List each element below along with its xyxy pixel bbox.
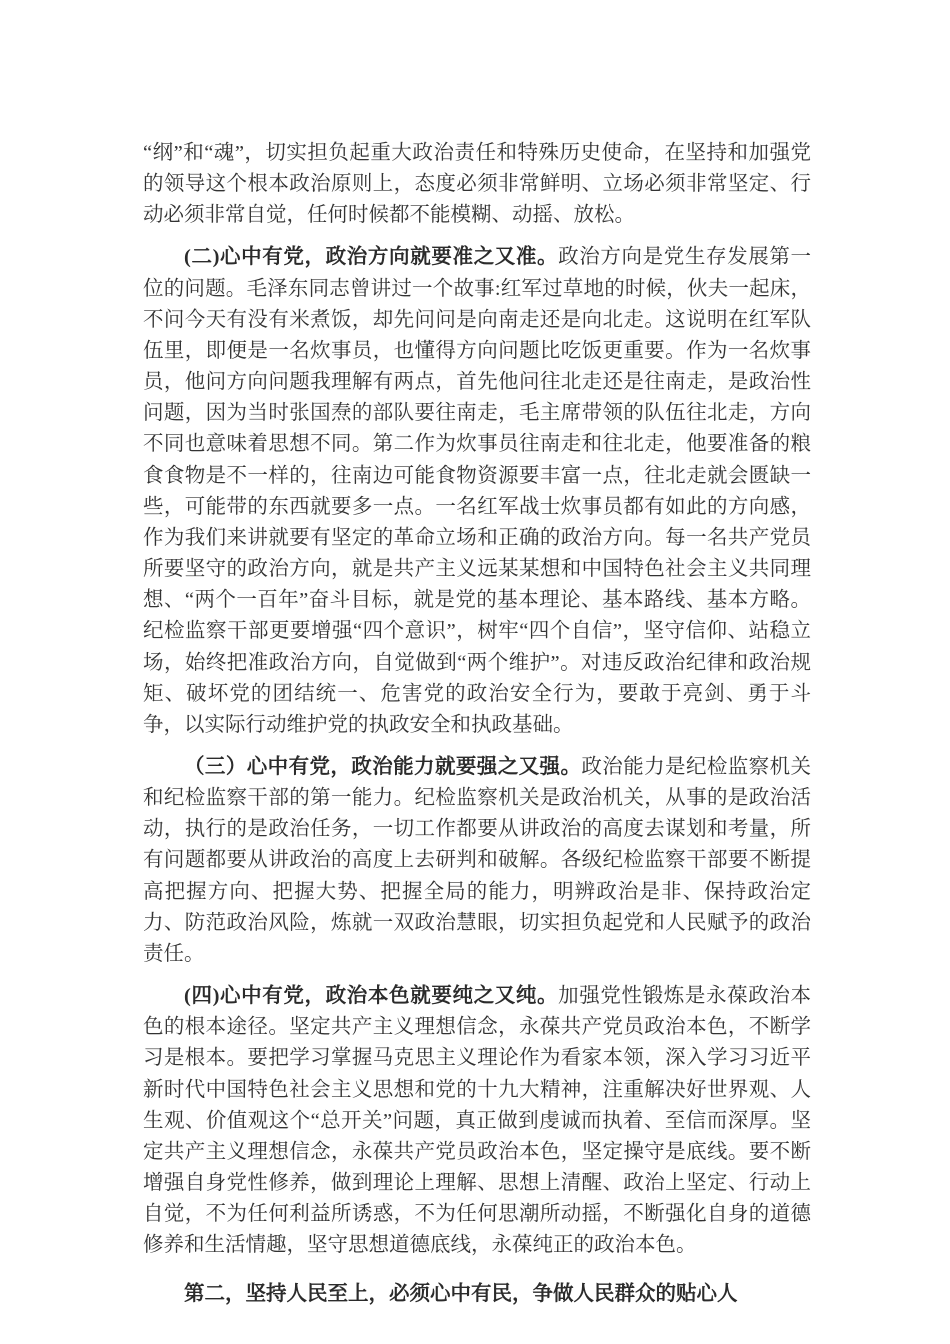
paragraph — [143, 242, 811, 741]
paragraph — [143, 752, 811, 970]
bold-text-run: (二)心中有党，政治方向就要准之又准。 — [184, 246, 559, 269]
text-run: “纲”和“魂”，切实担负起重大政治责任和特殊历史使命，在坚持和加强党的领导这个根本政治原则上，态度必须非常鲜明、立场必须非常坚定、行动必须非常自觉，任何时候都不能模糊、动摇、放松。 — [143, 142, 811, 227]
paragraph — [143, 1279, 811, 1310]
bold-text-run: 第二，坚持人民至上，必须心中有民，争做人民群众的贴心人 — [184, 1283, 738, 1306]
text-run: 政治能力是纪检监察机关和纪检监察干部的第一能力。纪检监察机关是政治机关，从事的是政治活动，执行的是政治任务，一切工作都要从讲政治的高度去谋划和考量，所有问题都要从讲政治的高度上去研判和破解。各级纪检监察干部要不断提高把握方向、把握大势、把握全局的能力，明辨政治是非、保持政治定力、防范政治风险，炼就一双政治慧眼，切实担负起党和人民赋予的政治责任。 — [143, 755, 812, 965]
paragraph — [143, 981, 811, 1261]
paragraph — [143, 138, 811, 231]
bold-text-run: （三）心中有党，政治能力就要强之又强。 — [184, 755, 582, 778]
bold-text-run: (四)心中有党，政治本色就要纯之又纯。 — [184, 985, 559, 1008]
text-run: 加强党性锻炼是永葆政治本色的根本途径。坚定共产主义理想信念，永葆共产党员政治本色，不断学习是根本。要把学习掌握马克思主义理论作为看家本领，深入学习习近平新时代中国特色社会主义思想和党的十九大精神，注重解决好世界观、人生观、价值观这个“总开关”问题，真正做到虔诚而执着、至信而深厚。坚定共产主义理想信念，永葆共产党员政治本色，坚定操守是底线。要不断增强自身党性修养，做到理论上理解、思想上清醒、政治上坚定、行动上自觉，不为任何利益所诱惑，不为任何思潮所动摇，不断强化自身的道德修养和生活情趣，坚守思想道德底线，永葆纯正的政治本色。 — [143, 985, 812, 1257]
text-run: 政治方向是党生存发展第一位的问题。毛泽东同志曾讲过一个故事:红军过草地的时候，伙夫一起床，不问今天有没有米煮饭，却先问问是向南走还是向北走。这说明在红军队伍里，即便是一名炊事员，也懂得方向问题比吃饭更重要。作为一名炊事员，他问方向问题我理解有两点，首先他问往北走还是往南走，是政治性问题，因为当时张国焘的部队要往南走，毛主席带领的队伍往北走，方向不同也意味着思想不同。第二作为炊事员往南走和往北走，他要准备的粮食食物是不一样的，往南边可能食物资源要丰富一点，往北走就会匮缺一些，可能带的东西就要多一点。一名红军战士炊事员都有如此的方向感，作为我们来讲就要有坚定的革命立场和正确的政治方向。每一名共产党员所要坚守的政治方向，就是共产主义远某某想和中国特色社会主义共同理想、“两个一百年”奋斗目标，就是党的基本理论、基本路线、基本方略。纪检监察干部更要增强“四个意识”，树牢“四个自信”，坚守信仰、站稳立场，始终把准政治方向，自觉做到“两个维护”。对违反政治纪律和政治规矩、破坏党的团结统一、危害党的政治安全行为，要敢于亮剑、勇于斗争，以实际行动维护党的执政安全和执政基础。 — [143, 246, 812, 736]
document-content — [143, 138, 811, 1322]
